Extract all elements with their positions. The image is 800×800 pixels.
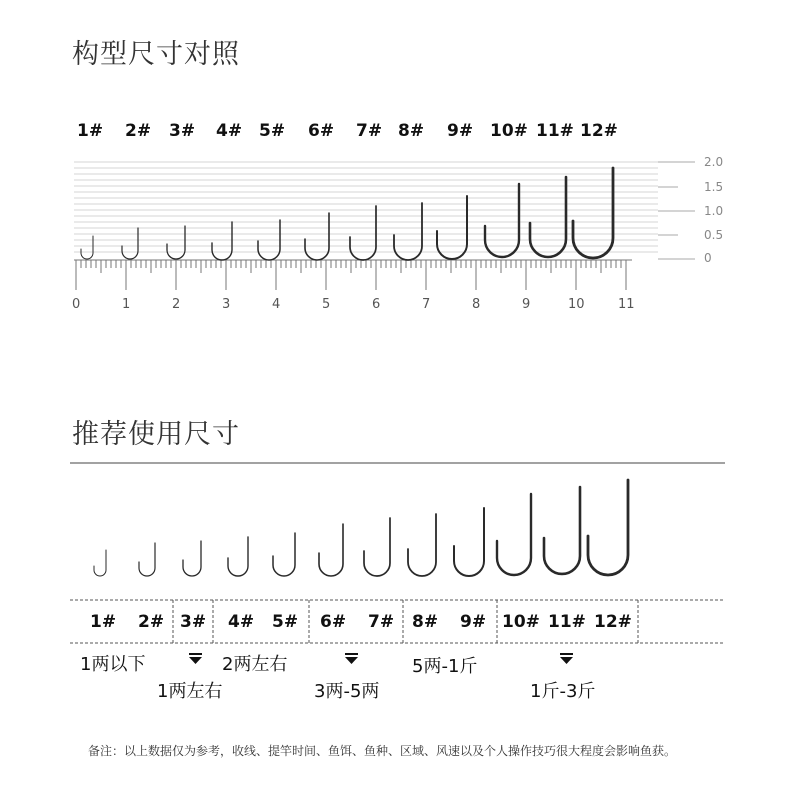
range-label-3: 1两左右 [157,681,223,702]
size-label: 5# [259,121,286,141]
hook-10-icon [497,494,531,575]
ruler-number: 9 [522,297,531,312]
ruler-number: 6 [372,297,381,312]
scale-label: 1.0 [704,204,724,218]
size-label: 9# [447,121,474,141]
hook-12-icon [588,480,628,575]
ruler [74,260,632,290]
ruler-number: 3 [222,297,231,312]
footnote: 备注：以上数据仅为参考，收线、提竿时间、鱼饵、鱼种、区域、风速以及个人操作技巧很大程度会影响鱼获。 [88,744,677,758]
hook-3-icon [167,226,185,259]
hook-4-icon [228,537,248,576]
ruler-number: 4 [272,297,281,312]
size-label: 9# [460,612,487,632]
ruler-number: 10 [568,297,585,312]
hook-5-icon [273,533,295,576]
range-marker-icon [189,653,202,664]
size-label: 3# [180,612,207,632]
range-label-4-5: 2两左右 [222,654,288,675]
ruler-number: 2 [172,297,181,312]
hook-3-icon [183,541,201,576]
hook-1-icon [81,236,93,259]
range-label-10-12: 1斤-3斤 [530,681,596,702]
size-label: 10# [490,121,528,141]
scale-label: 0 [704,251,712,265]
size-label: 8# [398,121,425,141]
section-title-recommended-size: 推荐使用尺寸 [72,419,240,450]
hook-7-icon [364,518,390,576]
size-label: 4# [228,612,255,632]
hook-11-icon [544,487,580,574]
size-label: 12# [594,612,632,632]
range-label-1-2: 1两以下 [80,654,146,675]
size-label: 6# [320,612,347,632]
size-label: 3# [169,121,196,141]
size-label: 7# [368,612,395,632]
size-label: 10# [502,612,540,632]
size-label: 2# [138,612,165,632]
scale-label: 1.5 [704,180,724,194]
hook-6-icon [305,213,329,260]
range-label-8-9: 5两-1斤 [412,656,478,677]
size-label: 12# [580,121,618,141]
range-marker-icon [345,653,358,664]
size-label: 4# [216,121,243,141]
scale-grid [74,162,658,252]
size-label: 1# [77,121,104,141]
ruler-number: 0 [72,297,81,312]
ruler-number: 7 [422,297,431,312]
size-label: 6# [308,121,335,141]
section-title-size-comparison: 构型尺寸对照 [72,39,240,70]
scale-label: 0.5 [704,228,724,242]
hook-12-icon [573,168,613,258]
hook-1-icon [94,550,106,576]
size-label: 7# [356,121,383,141]
size-label: 1# [90,612,117,632]
size-label: 8# [412,612,439,632]
hook-2-icon [139,543,155,576]
hook-9-icon [454,508,484,576]
ruler-number: 8 [472,297,481,312]
range-marker-icon [560,653,573,664]
size-label: 2# [125,121,152,141]
size-label: 11# [548,612,586,632]
hook-8-icon [408,514,436,576]
vertical-scale [658,162,695,259]
hook-6-icon [319,524,343,576]
size-label: 11# [536,121,574,141]
size-label: 5# [272,612,299,632]
ruler-number: 11 [618,297,635,312]
hook-8-icon [394,203,422,260]
hook-2-icon [122,228,138,259]
range-label-6-7: 3两-5两 [314,681,380,702]
ruler-number: 1 [122,297,131,312]
ruler-number: 5 [322,297,331,312]
scale-label: 2.0 [704,155,724,169]
hook-11-icon [530,177,566,257]
